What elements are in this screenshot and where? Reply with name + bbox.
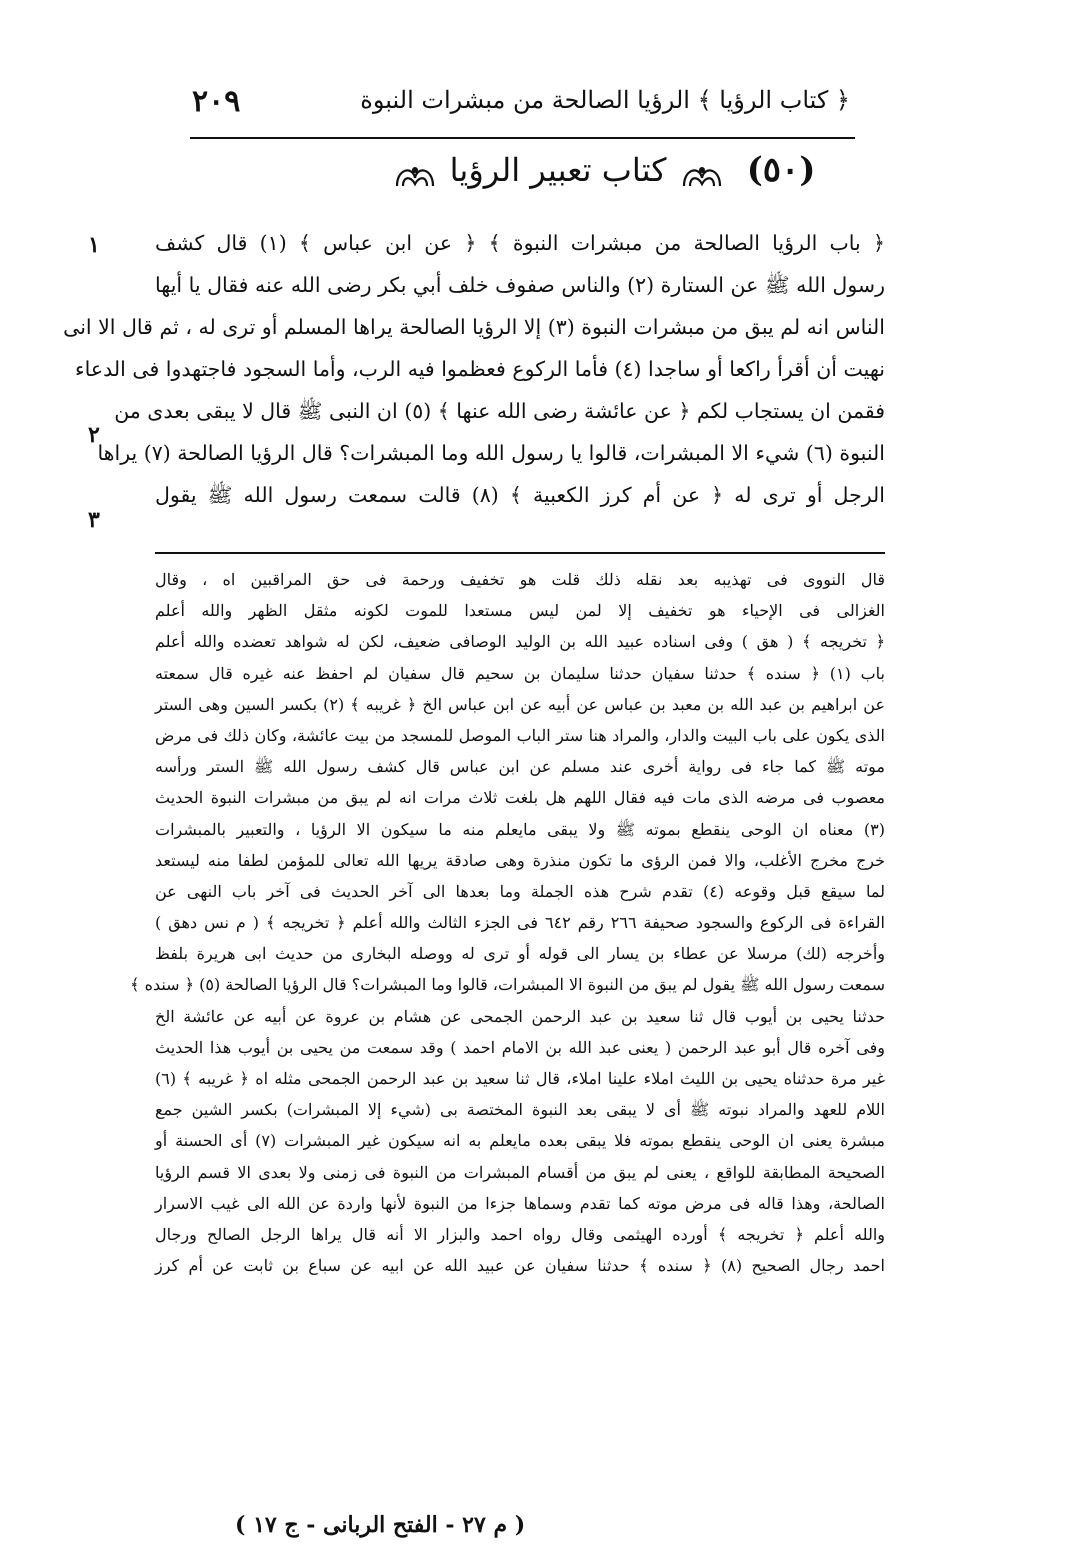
footnote-line: والله أعلم ﴿ تخريجه ﴾ أورده الهيثمى وقال رواه احمد والبزار الا أنه قال يراها الرجل الصالح ورجال	[155, 1224, 885, 1244]
page-footer: ( م ٢٧ - الفتح الربانى - ج ١٧ )	[235, 1512, 526, 1538]
main-line: الرجل أو ترى له ﴿ عن أم كرز الكعبية ﴾ (٨) قالت سمعت رسول الله ﷺ يقول	[155, 483, 885, 507]
chapter-title: كتاب تعبير الرؤيا	[449, 151, 667, 189]
hadith-number: ٢	[88, 422, 100, 448]
running-header	[170, 82, 860, 126]
header-divider	[190, 137, 855, 139]
footnote-line	[155, 1281, 885, 1312]
running-title: ﴿ كتاب الرؤيا ﴾ الرؤيا الصالحة من مبشرات النبوة	[360, 86, 850, 114]
footnote-line: لما سيقع قبل وقوعه (٤) تقدم شرح هذه الجملة وما بعدها الى آخر الحديث فى آخر باب النهى عن	[155, 881, 885, 901]
footnote-line: خرج مخرج الأغلب، والا فمن الرؤى ما تكون منذرة وهى صادقة يريها الله تعالى للمؤمن لطفا منه ليستعد	[155, 850, 886, 870]
footnote-line: الصالحة، وهذا قاله فى مرض موته كما تقدم وسماها جزءا من النبوة لأنها واردة عن الله الى غيب الاسرار	[155, 1193, 885, 1213]
footnote-line: مبشرة يعنى ان الوحى ينقطع بموته فلا يبقى بعده مايعلم به انه سيكون غير المبشرات (٧) أى الحسنة أو	[155, 1131, 885, 1151]
footnote-line: سمعت رسول الله ﷺ يقول لم يبق من النبوة الا المبشرات، قالوا وما المبشرات؟ قال الرؤيا الصالحة (٥) ﴿ سنده ﴾	[130, 975, 885, 995]
footnote-line: وأخرجه (لك) مرسلا عن عطاء بن يسار الى قوله أو ترى له ووصله البخارى من حديث ابى هريرة بلفظ	[155, 944, 885, 964]
main-line: نهيت أن أقرأ راكعا أو ساجدا (٤) فأما الركوع فعظموا فيه الرب، وأما السجود فاجتهدوا فى الدعاء	[75, 357, 885, 381]
main-line: النبوة (٦) شيء الا المبشرات، قالوا يا رسول الله وما المبشرات؟ قال الرؤيا الصالحة (٧) يراها	[97, 441, 885, 465]
main-line: الناس انه لم يبق من مبشرات النبوة (٣) إلا الرؤيا الصالحة يراها المسلم أو ترى له ، ثم قال الا انى	[63, 315, 885, 339]
footnote-line: غير مرة حدثناه يحيى بن الليث املاء علينا املاء، قال ثنا سعيد بن عبد الرحمن الجمحى مثله اه ﴿ غريبه ﴾ (٦)	[155, 1069, 885, 1088]
footnote-line: القراءة فى الركوع والسجود صحيفة ٢٦٦ رقم ٦٤٢ فى الجزء الثالث والله أعلم ﴿ تخريجه ﴾ ( م نس دهق )	[155, 913, 886, 933]
chapter-heading	[320, 150, 880, 206]
chapter-number: (٥٠)	[746, 150, 816, 190]
main-line: ﴿ باب الرؤيا الصالحة من مبشرات النبوة ﴾ ﴿ عن ابن عباس ﴾ (١) قال كشف	[155, 231, 885, 255]
footnote-line: عن ابراهيم بن عبد الله بن معبد بن عباس عن أبيه عن ابن عباس الخ ﴿ غريبه ﴾ (٢) بكسر السين وهى الستر	[155, 694, 885, 714]
footnote-line: باب (١) ﴿ سنده ﴾ حدثنا سفيان حدثنا سليمان بن سحيم قال سفيان لم احفظ عنه غيره قال سمعته	[155, 663, 886, 683]
page-number: ٢٠٩	[192, 84, 241, 119]
footnote-line: معصوب فى مرضه الذى مات فيه فقال اللهم هل بلغت ثلاث مرات انه لم يبق من مبشرات النبوة الحديث	[155, 788, 885, 808]
hadith-number: ١	[88, 232, 100, 258]
main-line: فقمن ان يستجاب لكم ﴿ عن عائشة رضى الله عنها ﴾ (٥) ان النبى ﷺ قال لا يبقى بعدى من	[114, 399, 885, 423]
footnote-line: موته ﷺ كما جاء فى رواية أخرى عند مسلم عن ابن عباس قال كشف رسول الله ﷺ الستر ورأسه	[155, 757, 885, 777]
main-line: رسول الله ﷺ عن الستارة (٢) والناس صفوف خلف أبي بكر رضى الله عنه فقال يا أيها	[155, 273, 885, 297]
ornament-icon	[393, 160, 437, 194]
footnote-line: الصحيحة المطابقة للواقع ، يعنى لم يبق من أقسام المبشرات من النبوة فى زمنى ولا بعدى الا قسم الرؤيا	[155, 1162, 885, 1182]
ornament-icon	[680, 160, 724, 194]
footnote-line: قال النووى فى تهذيبه بعد نقله ذلك قلت هو تخفيف ورحمة فى حق المراقبين اه ، وقال	[155, 570, 885, 589]
hadith-number: ٣	[88, 507, 100, 533]
footnote-divider	[155, 552, 885, 554]
footnote-line: احمد رجال الصحيح (٨) ﴿ سنده ﴾ حدثنا سفيان عن عبيد الله عن ابيه عن سباع بن ثابت عن أم كرز	[155, 1256, 885, 1276]
main-text	[63, 222, 885, 516]
footnote-line: اللام للعهد والمراد نبوته ﷺ أى لا يبقى بعد النبوة المختصة بى (شيء إلا المبشرات) بكسر الشين جمع	[155, 1100, 885, 1120]
footnotes	[130, 564, 886, 1313]
footnote-line: الذى يكون على باب البيت والدار، والمراد هنا ستر الباب الموصل للمسجد من بيت عائشة، وكان ذلك فى مرض	[155, 725, 886, 745]
footnote-line: (٣) معناه ان الوحى ينقطع بموته ﷺ ولا يبقى مايعلم منه ما سيكون الا الرؤيا ، والتعبير بالمبشرات	[155, 819, 886, 839]
footnote-line: ﴿ تخريجه ﴾ ( هق ) وفى اسناده عبيد الله بن الوليد الوصافى ضعيف، لكن له شواهد تعضده والله أعلم	[155, 632, 885, 652]
footnote-line: وفى آخره قال أبو عبد الرحمن ( يعنى عبد الله بن الامام احمد ) وقد سمعت من يحيى بن أيوب هذا الحديث	[155, 1037, 885, 1057]
footnote-line: حدثنا يحيى بن أيوب قال ثنا سعيد بن عبد الرحمن الجمحى عن هشام بن عروة عن أبيه عن عائشة الخ	[155, 1006, 885, 1026]
footnote-line: الغزالى فى الإحياء هو تخفيف إلا لمن ليس مستعدا للموت لكونه مثقل الظهر والله أعلم	[155, 601, 885, 621]
